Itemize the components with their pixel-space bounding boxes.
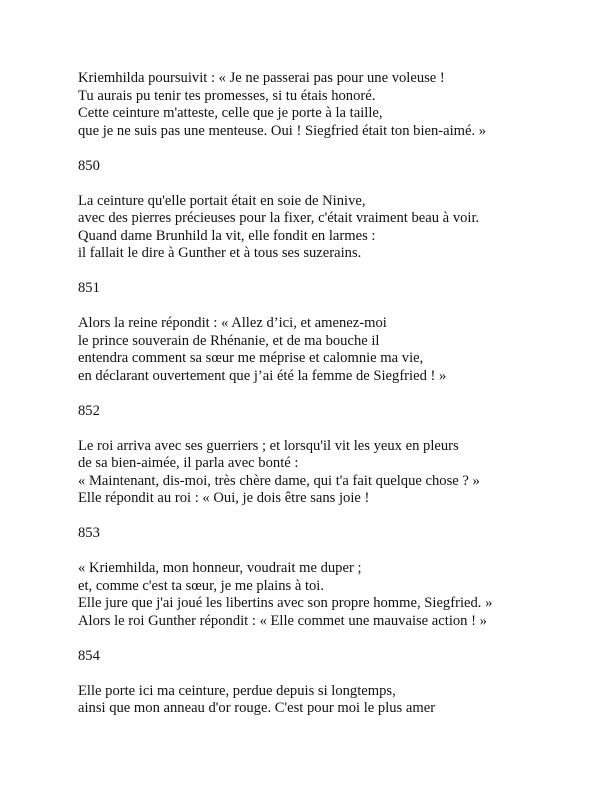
stanza-number: 852 <box>78 402 100 419</box>
verse-line: « Kriemhilda, mon honneur, voudrait me duper ; <box>78 560 362 576</box>
stanza <box>78 683 578 718</box>
verse-line: Alors le roi Gunther répondit : « Elle commet une mauvaise action ! » <box>78 612 487 629</box>
verse-line: en déclarant ouvertement que j’ai été la femme de Siegfried ! » <box>78 367 447 384</box>
verse-line: Elle répondit au roi : « Oui, je dois être sans joie ! <box>78 490 370 506</box>
stanza <box>78 315 578 385</box>
stanza <box>78 70 578 140</box>
stanza-number: 853 <box>78 525 100 541</box>
document-page <box>78 70 578 735</box>
verse-line: Le roi arriva avec ses guerriers ; et lorsqu'il vit les yeux en pleurs <box>78 437 459 454</box>
verse-line: La ceinture qu'elle portait était en soie de Ninive, <box>78 192 366 209</box>
verse-line: Cette ceinture m'atteste, celle que je porte à la taille, <box>78 105 383 121</box>
verse-line: de sa bien-aimée, il parla avec bonté : <box>78 455 299 471</box>
verse-line: Alors la reine répondit : « Allez d’ici, et amenez-moi <box>78 315 387 331</box>
verse-line: Quand dame Brunhild la vit, elle fondit en larmes : <box>78 227 376 244</box>
verse-line: le prince souverain de Rhénanie, et de ma bouche il <box>78 332 380 349</box>
verse-line: Kriemhilda poursuivit : « Je ne passerai pas pour une voleuse ! <box>78 70 445 86</box>
stanza <box>78 193 578 263</box>
verse-line: ainsi que mon anneau d'or rouge. C'est pour moi le plus amer <box>78 700 436 716</box>
verse-line: et, comme c'est ta sœur, je me plains à toi. <box>78 577 325 594</box>
verse-line: Elle porte ici ma ceinture, perdue depuis si longtemps, <box>78 682 396 699</box>
verse-line: Elle jure que j'ai joué les libertins avec son propre homme, Siegfried. » <box>78 595 493 611</box>
stanza <box>78 560 578 630</box>
stanza <box>78 438 578 508</box>
verse-line: il fallait le dire à Gunther et à tous ses suzerains. <box>78 245 362 261</box>
stanza-number: 854 <box>78 647 100 664</box>
stanza-number: 851 <box>78 280 100 296</box>
stanza-number: 850 <box>78 157 100 174</box>
verse-line: Tu aurais pu tenir tes promesses, si tu étais honoré. <box>78 87 376 104</box>
verse-line: « Maintenant, dis-moi, très chère dame, qui t'a fait quelque chose ? » <box>78 472 480 489</box>
verse-line: avec des pierres précieuses pour la fixer, c'était vraiment beau à voir. <box>78 210 480 226</box>
verse-line: que je ne suis pas une menteuse. Oui ! Siegfried était ton bien-aimé. » <box>78 122 487 139</box>
verse-line: entendra comment sa sœur me méprise et calomnie ma vie, <box>78 350 424 366</box>
